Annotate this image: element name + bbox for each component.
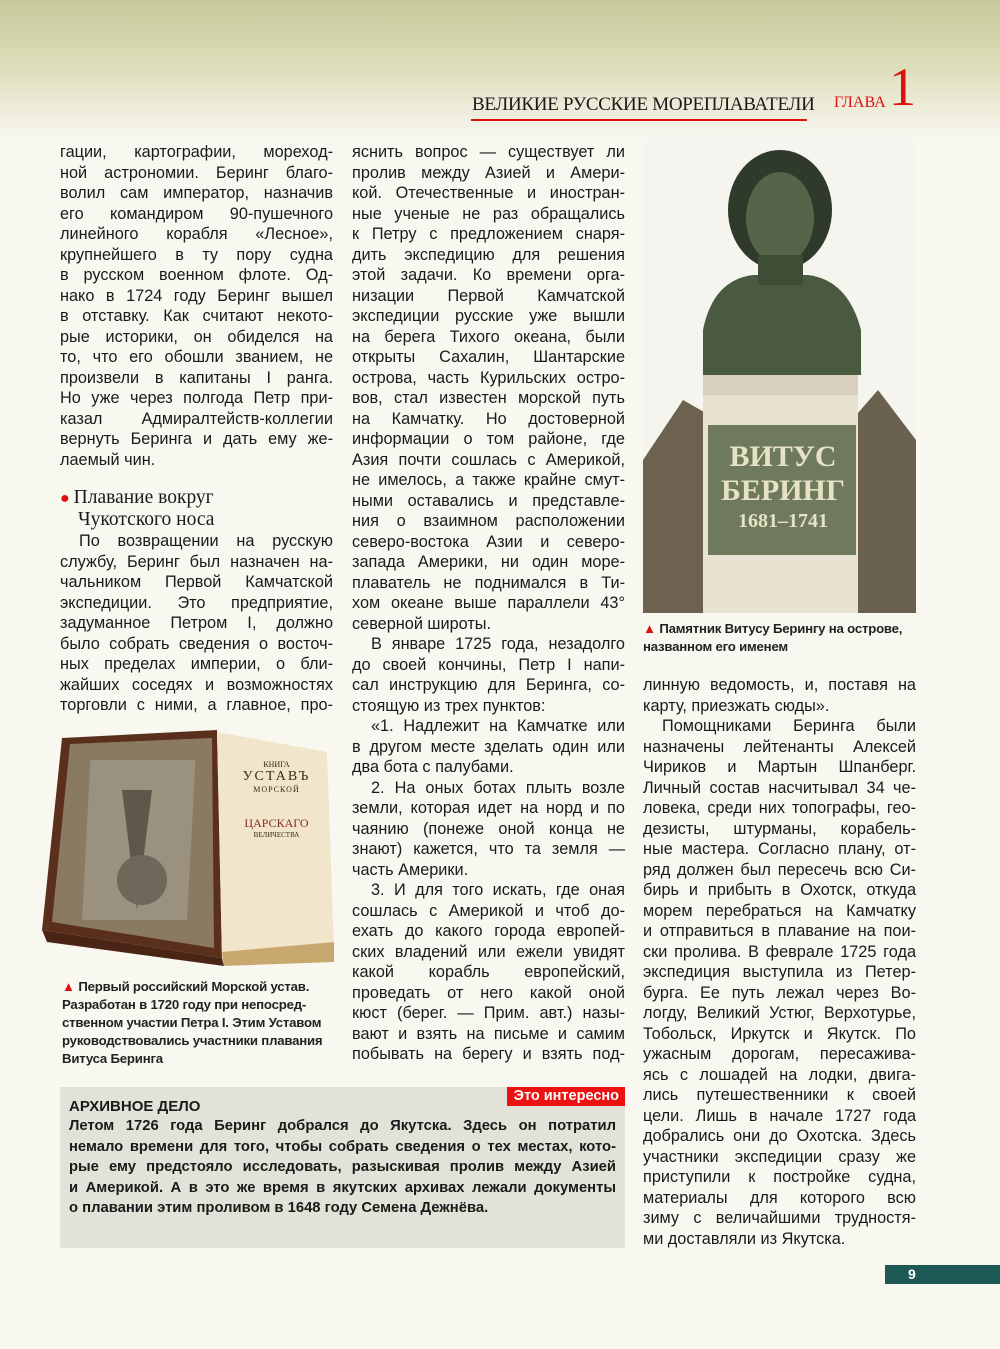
text-line: зиму с величайшими трудностя- bbox=[643, 1209, 916, 1227]
caption-line: Разработан в 1720 году при непосред- bbox=[62, 997, 307, 1012]
text-line: ехать до какого города европей- bbox=[352, 922, 625, 940]
text-line: крупнейшего в ту пору судна bbox=[60, 245, 333, 264]
interesting-fact-box bbox=[60, 1087, 625, 1248]
text-line: вают и взять на письме и самим bbox=[352, 1024, 625, 1043]
text-line: информации о том районе, где bbox=[352, 430, 625, 448]
text-line: дить экспедицию для решения bbox=[352, 245, 625, 264]
text-line: то, что его обошли званием, не bbox=[60, 348, 333, 366]
text-line: нако в 1724 году Беринг вышел bbox=[60, 286, 333, 305]
text-line: ния о взаимном расположении bbox=[352, 512, 625, 530]
text-line: два бота с палубами. bbox=[352, 758, 514, 776]
text-line: цели. Лишь в начале 1727 года bbox=[643, 1106, 916, 1125]
plaque-line-1: ВИТУС bbox=[729, 440, 837, 473]
text-line: сал инструкцию для Беринга, со- bbox=[352, 676, 625, 694]
chapter-number: 1 bbox=[889, 57, 916, 117]
text-line: участники экспедиции сразу же bbox=[643, 1147, 916, 1166]
text-line: В январе 1725 года, незадолго bbox=[371, 635, 625, 653]
text-line: вов, стал известен морской путь bbox=[352, 389, 625, 407]
text-line: морем перебраться на Камчатку bbox=[643, 901, 916, 920]
book-print-3: МОРСКОЙ bbox=[253, 785, 300, 794]
text-line: ясь с лошадей на лодки, двига- bbox=[643, 1065, 916, 1084]
text-line: было собрать сведения о восточ- bbox=[60, 634, 333, 653]
text-line: проведать от него какой оной bbox=[352, 983, 625, 1002]
infobox-line: рые ему предстояло исследовать, разыскивая пролив между Азией bbox=[69, 1159, 616, 1175]
text-line: вернуть Беринга и дать ему же- bbox=[60, 430, 333, 448]
book-print-2: УСТАВЪ bbox=[242, 769, 311, 784]
text-line: «1. Надлежит на Камчатке или bbox=[371, 717, 625, 735]
text-line: торговли с ними, а главное, про- bbox=[60, 696, 333, 714]
text-line: службу, Беринг был назначен на- bbox=[60, 552, 333, 571]
bering-monument-image bbox=[643, 140, 916, 613]
caption-line: Витуса Беринга bbox=[62, 1051, 163, 1066]
text-line: бирь и прибыть в Охотск, откуда bbox=[643, 881, 916, 899]
text-line: хом океане выше параллели 43° bbox=[352, 594, 625, 612]
text-line: ные мастера. Согласно плану, от- bbox=[643, 840, 916, 858]
caption-triangle-icon: ▲ bbox=[643, 621, 660, 636]
monument-image-caption bbox=[643, 620, 933, 656]
text-line: приступили к постройке судна, bbox=[643, 1168, 916, 1186]
text-line: задуманное Петром I, должно bbox=[60, 614, 333, 632]
caption-line: названном его именем bbox=[643, 639, 788, 654]
infobox-text bbox=[69, 1117, 616, 1220]
section-subheading bbox=[60, 487, 214, 530]
column-right-text bbox=[643, 675, 916, 1249]
text-line: ными оставались и представле- bbox=[352, 491, 625, 510]
text-line: ловека, среди них топографы, гео- bbox=[643, 799, 916, 817]
text-line: экспедиции. Это предприятие, bbox=[60, 593, 333, 612]
text-line: 3. И для того искать, где оная bbox=[371, 881, 625, 899]
text-line: По возвращении на русскую bbox=[79, 532, 333, 550]
text-line: его командиром 90-пушечного bbox=[60, 204, 333, 223]
text-line: добрались они до Охотска. Здесь bbox=[643, 1127, 916, 1145]
text-line: до своей кончины, Петр I напи- bbox=[352, 655, 625, 674]
text-line: северо-востока Азии и северо- bbox=[352, 532, 625, 551]
text-line: произвели в капитаны I ранга. bbox=[60, 368, 333, 387]
text-line: в русском военном флоте. Од- bbox=[60, 266, 333, 284]
page-number: 9 bbox=[885, 1265, 1000, 1284]
text-line: ми доставляли из Якутска. bbox=[643, 1229, 846, 1248]
text-line: волил сам император, назначив bbox=[60, 184, 333, 202]
caption-line: руководствовались участники плавания bbox=[62, 1033, 323, 1048]
text-line: в другом месте зделать один или bbox=[352, 737, 625, 756]
text-line: и отправиться в плавание на пои- bbox=[643, 922, 916, 940]
infobox-line: о плавании этим проливом в 1648 году Семена Дежнёва. bbox=[69, 1200, 489, 1216]
text-line: острова, часть Курильских остро- bbox=[352, 368, 625, 387]
text-line: дезисты, штурманы, корабель- bbox=[643, 819, 916, 838]
text-line: назначены лейтенанты Алексей bbox=[643, 737, 916, 756]
caption-line: ▲ Памятник Витусу Берингу на острове, bbox=[643, 621, 903, 636]
text-line: казал Адмиралтейств-коллегии bbox=[60, 409, 333, 428]
text-line: чаянию (понеже оной конца не bbox=[352, 819, 625, 838]
chapter-label: ГЛАВА bbox=[834, 94, 886, 111]
text-line: земли, которая идет на норд и по bbox=[352, 799, 625, 817]
plaque-line-3: 1681–1741 bbox=[738, 510, 828, 532]
text-line: ной астрономии. Беринг благо- bbox=[60, 163, 333, 182]
text-line: низации Первой Камчатской bbox=[352, 286, 625, 305]
text-line: часть Америки. bbox=[352, 860, 469, 879]
infobox-title: АРХИВНОЕ ДЕЛО bbox=[69, 1098, 201, 1115]
text-line: карту, приезжать сюды». bbox=[643, 696, 830, 715]
book-print-1: КНИГА bbox=[263, 760, 290, 769]
column-middle-text bbox=[352, 142, 625, 1065]
infobox-line: немало времени для того, чтобы собрать сведения о тех местах, кото- bbox=[69, 1138, 616, 1155]
text-line: жайших соседях и возможностях bbox=[60, 675, 333, 694]
text-line: побывать на берегу и взять под- bbox=[352, 1045, 625, 1063]
text-line: знают) кажется, что та земля — bbox=[352, 840, 625, 858]
header-underline bbox=[471, 119, 807, 121]
text-line: гации, картографии, мореход- bbox=[60, 143, 333, 161]
infobox-line: Летом 1726 года Беринг добрался до Якутска. Здесь он потратил bbox=[69, 1118, 616, 1134]
interesting-fact-tag: Это интересно bbox=[507, 1087, 625, 1106]
book-image-caption bbox=[62, 978, 337, 1068]
text-line: ных пределах империи, о бли- bbox=[60, 655, 333, 673]
text-line: Тобольск, Иркутск и Якутск. По bbox=[643, 1024, 916, 1043]
text-line: Чириков и Мартын Шпанберг. bbox=[643, 758, 916, 776]
caption-line: ственном участии Петра I. Этим Уставом bbox=[62, 1015, 322, 1030]
text-line: 2. На оных ботах плыть возле bbox=[371, 778, 625, 797]
text-line: ских владений или ежели увидят bbox=[352, 942, 625, 961]
text-line: этой задачи. Ко времени орга- bbox=[352, 266, 625, 284]
text-line: логду, Великий Устюг, Верхотурье, bbox=[643, 1004, 916, 1022]
book-print-4: ЦАРСКАГО bbox=[244, 816, 309, 830]
text-line: северной широты. bbox=[352, 614, 492, 633]
caption-line: ▲ Первый российский Морской устав. bbox=[62, 979, 310, 994]
text-line: не имелось, а также крайне смут- bbox=[352, 471, 625, 489]
naval-charter-book-image bbox=[42, 730, 336, 967]
text-line: бурга. Ее путь лежал через Во- bbox=[643, 983, 916, 1002]
text-line: на берега Тихого океана, были bbox=[352, 327, 625, 346]
text-line: плаватель не поднимался в Ти- bbox=[352, 573, 625, 592]
text-line: Но уже через полгода Петр при- bbox=[60, 389, 333, 407]
text-line: ужасным дорогам, пересажива- bbox=[643, 1045, 916, 1063]
text-line: ряд должен был пересечь всю Си- bbox=[643, 860, 916, 879]
text-line: экспедиции русские уже вышли bbox=[352, 307, 625, 325]
subheading-line-1: Плавание вокруг bbox=[73, 487, 214, 508]
text-line: пролив между Азией и Амери- bbox=[352, 163, 625, 182]
text-line: линейного корабля «Лесное», bbox=[60, 225, 333, 243]
book-print-5: ВЕЛИЧЕСТВА bbox=[253, 831, 300, 839]
text-line: запада Америки, ни один море- bbox=[352, 553, 625, 571]
text-line: кой. Отечественные и иностран- bbox=[352, 184, 625, 202]
text-line: на Камчатку. Но достоверной bbox=[352, 409, 625, 428]
caption-triangle-icon: ▲ bbox=[62, 979, 79, 994]
running-header-title: ВЕЛИКИЕ РУССКИЕ МОРЕПЛАВАТЕЛИ bbox=[472, 94, 815, 115]
text-line: линную ведомость, и, поставя на bbox=[643, 676, 916, 694]
text-line: ные ученые не раз обращались bbox=[352, 204, 625, 223]
text-line: стоящую из трех пунктов: bbox=[352, 696, 546, 715]
text-line: Азия почти сошлась с Америкой, bbox=[352, 450, 625, 469]
text-line: Помощниками Беринга были bbox=[662, 717, 916, 735]
text-line: экспедиция выступила из Петер- bbox=[643, 963, 916, 981]
text-line: Личный состав насчитывал 34 че- bbox=[643, 778, 916, 797]
text-line: лаемый чин. bbox=[60, 450, 156, 469]
infobox-line: и Америкой. А в это же время в якутских архивах лежали документы bbox=[69, 1179, 616, 1196]
text-line: в отставку. Как считают некото- bbox=[60, 307, 333, 325]
text-line: материалы для которого всю bbox=[643, 1188, 916, 1207]
text-line: яснить вопрос — существует ли bbox=[352, 143, 625, 161]
text-line: лись путешественники к своей bbox=[643, 1086, 916, 1104]
text-line: ски пролива. В феврале 1725 года bbox=[643, 942, 916, 961]
plaque-line-2: БЕРИНГ bbox=[721, 474, 845, 507]
text-line: к Петру с предложением снаря- bbox=[352, 225, 625, 243]
text-line: какой корабль европейский, bbox=[352, 963, 625, 981]
column-left-text bbox=[60, 142, 333, 470]
text-line: сошлась с Америкой и чтоб до- bbox=[352, 901, 625, 920]
text-line: рые историки, он обиделся на bbox=[60, 327, 333, 346]
column-left-text-2 bbox=[60, 531, 333, 716]
text-line: чальником Первой Камчатской bbox=[60, 573, 333, 591]
text-line: кюст (берег. — Прим. авт.) назы- bbox=[352, 1004, 625, 1022]
text-line: открыты Сахалин, Шантарские bbox=[352, 348, 625, 366]
bullet-icon: ● bbox=[60, 490, 70, 507]
subheading-line-2: Чукотского носа bbox=[78, 509, 215, 530]
